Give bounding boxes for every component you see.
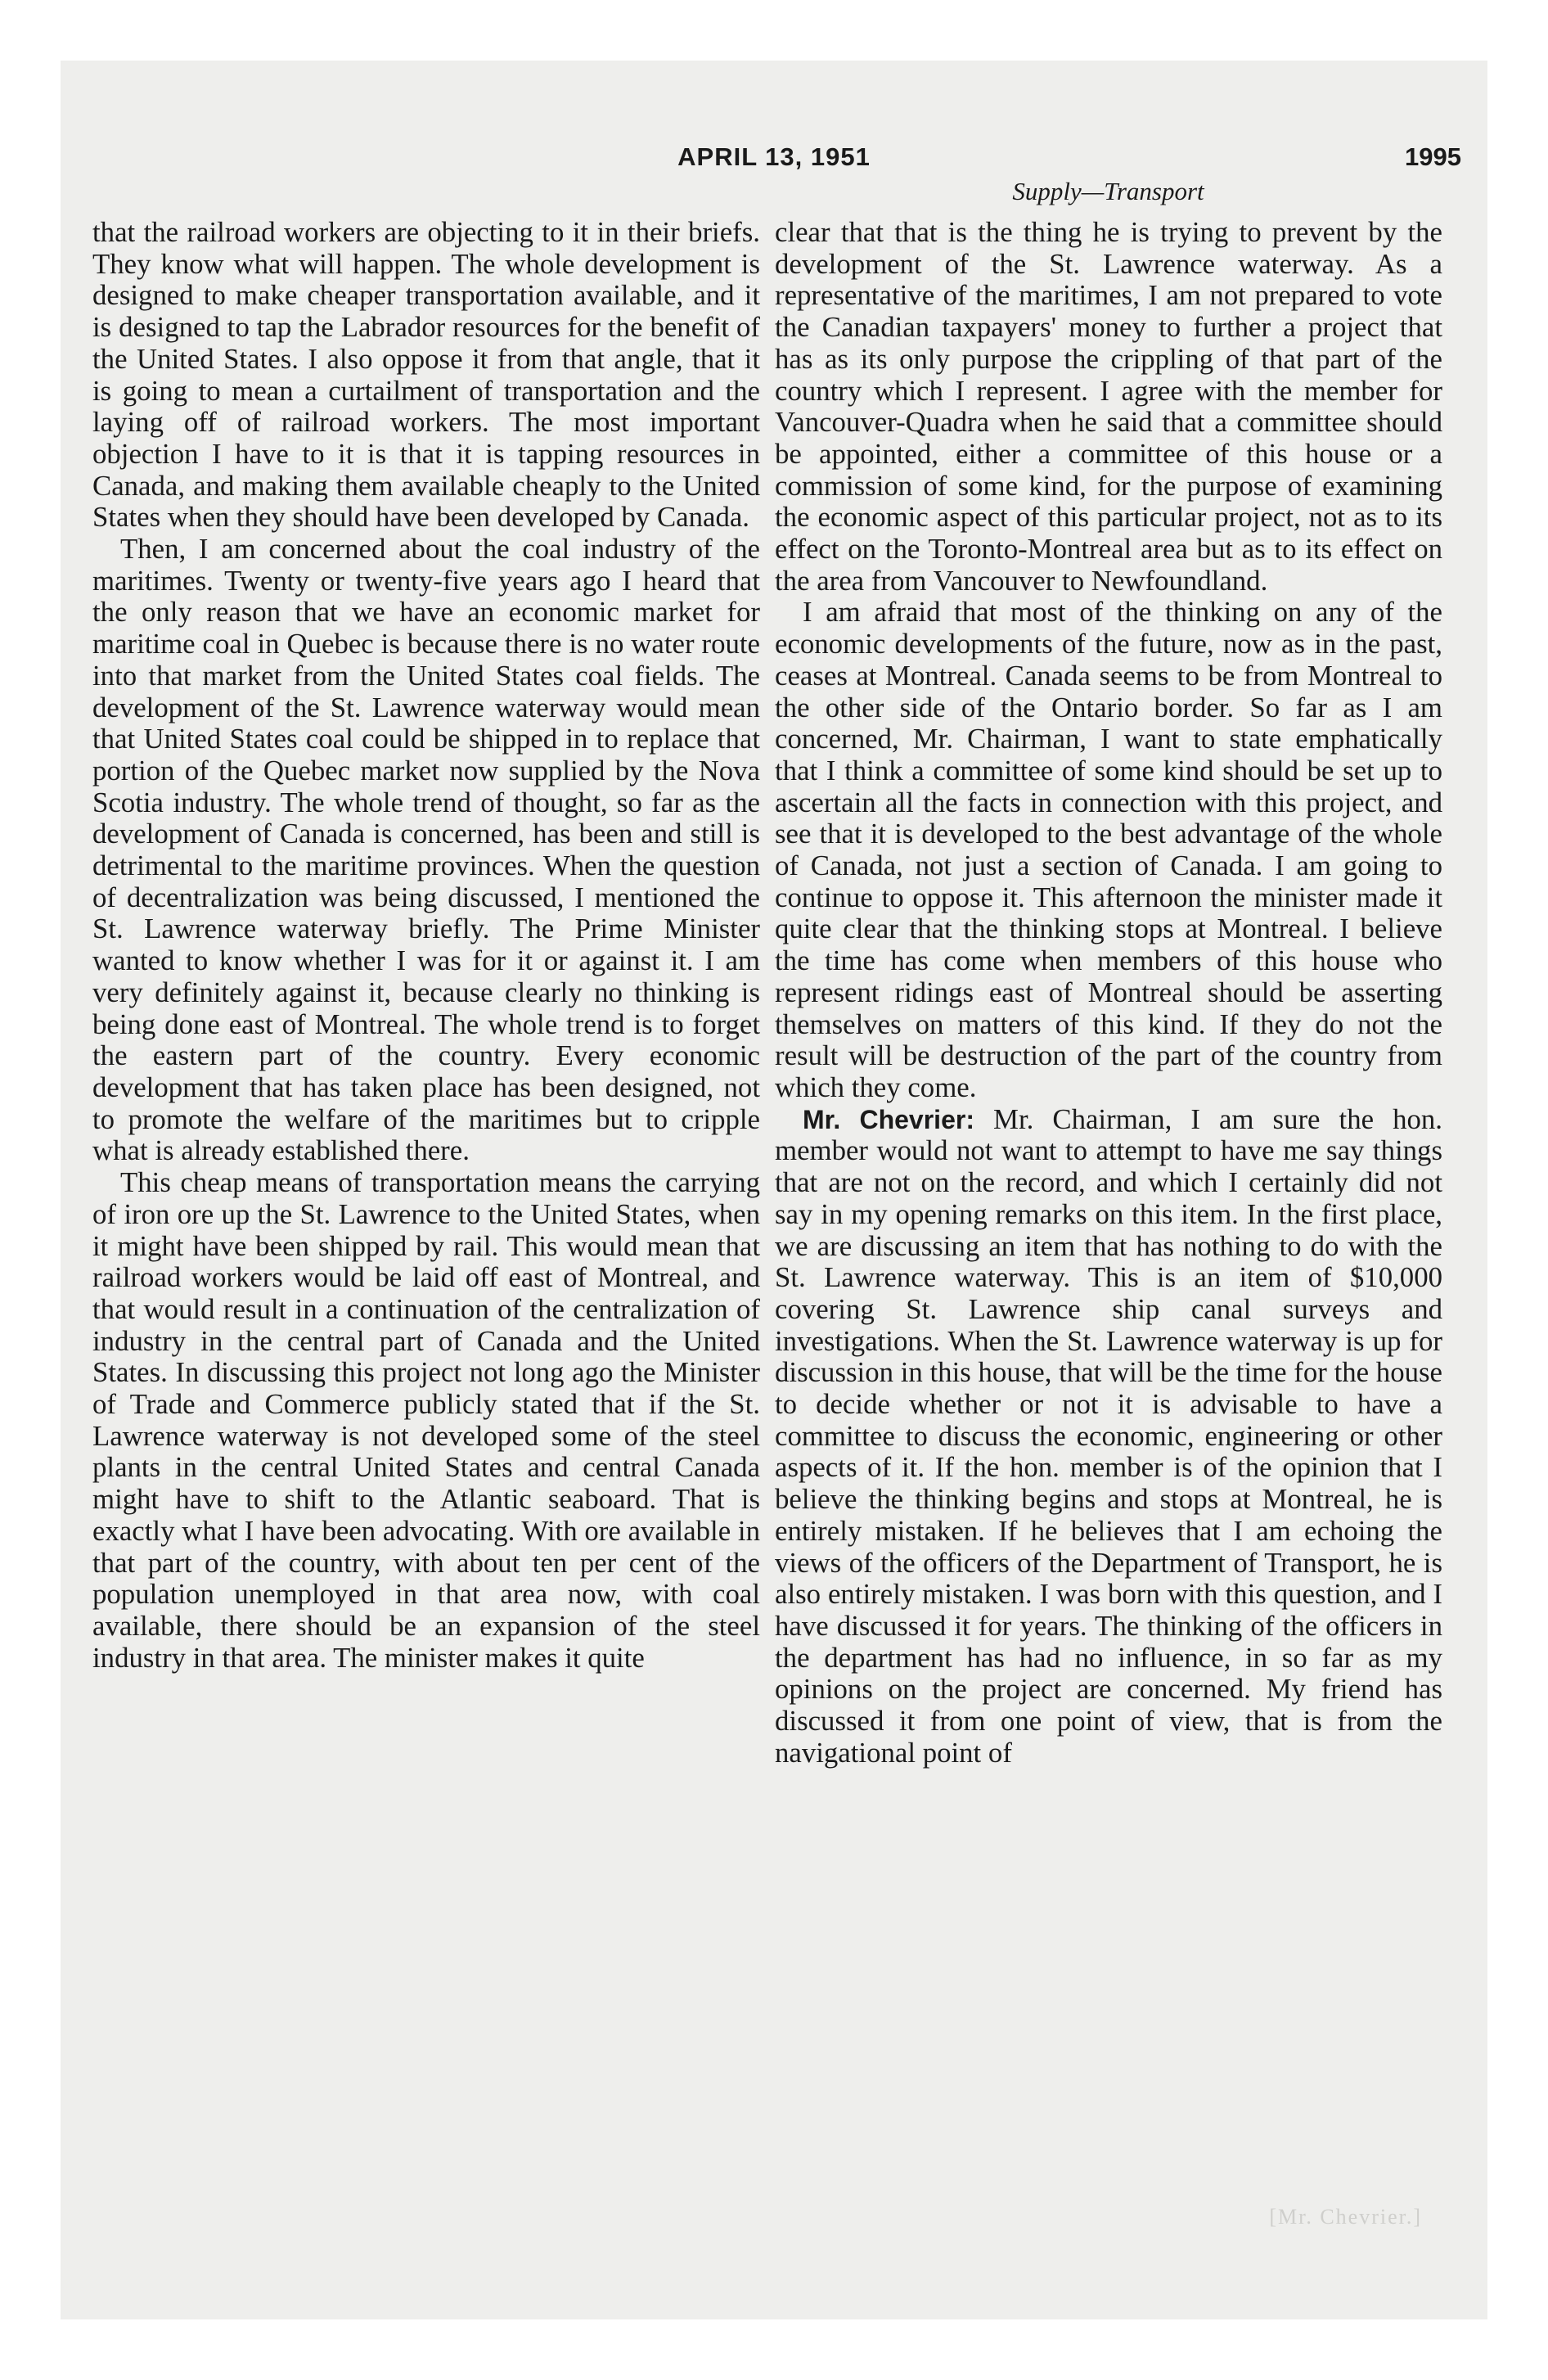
left-paragraph-3: This cheap means of transportation means the carrying of iron ore up the St. Lawrence to the United States, when it might have been shipped by rail. This would mean that railroad workers would be laid off east of Montreal, and that would result in a continuation of the centralization of industry in the central part of Canada and the United States. In discussing this project not long ago the Minister of Trade and Commerce publicly stated that if the St. Lawrence waterway is not developed some of the steel plants in the central United States and central Canada might have to shift to the Atlantic seaboard. That is exactly what I have been advocating. With ore available in that part of the country, with about ten per cent of the population unemployed in that area now, with coal available, there should be an expansion of the steel industry in that area. The minister makes it quite [92,1166,760,1674]
right-paragraph-2: I am afraid that most of the thinking on any of the economic developments of the future, now as in the past, ceases at Montreal. Canada seems to be from Montreal to the other side of the Ontario border. So far as I am concerned, Mr. Chairman, I want to state emphatically that I think a committee of some kind should be set up to ascertain all the facts in connection with this project, and see that it is developed to the best advantage of the whole of Canada, not just a section of Canada. I am going to continue to oppose it. This afternoon the minister made it quite clear that the thinking stops at Montreal. I believe the time has come when members of this house who represent ridings east of Montreal should be asserting themselves on matters of this kind. If they do not the result will be destruction of the part of the country from which they come. [775,596,1442,1103]
right-paragraph-3 [775,1104,1442,1769]
right-column [775,217,1442,1769]
footer-ghost-text: [Mr. Chevrier.] [1269,2205,1422,2229]
header-date: APRIL 13, 1951 [677,142,871,171]
left-paragraph-2: Then, I am concerned about the coal industry of the maritimes. Twenty or twenty-five years ago I heard that the only reason that we have an economic market for maritime coal in Quebec is because there is no water route into that market from the United States coal fields. The development of the St. Lawrence waterway would mean that United States coal could be shipped in to replace that portion of the Quebec market now supplied by the Nova Scotia industry. The whole trend of thought, so far as the development of Canada is concerned, has been and still is detrimental to the maritime provinces. When the question of decentralization was being discussed, I mentioned the St. Lawrence waterway briefly. The Prime Minister wanted to know whether I was for it or against it. I am very definitely against it, because clearly no thinking is being done east of Montreal. The whole trend is to forget the eastern part of the country. Every economic development that has taken place has been designed, not to promote the welfare of the maritimes but to cripple what is already established there. [92,533,760,1167]
page-number: 1995 [1405,142,1461,171]
left-column [92,217,760,1674]
speech-text: Mr. Chairman, I am sure the hon. member would not want to attempt to have me say things that are not on the record, and which I certainly did not say in my opening remarks on this item. In the first place, we are discussing an item that has nothing to do with the St. Lawrence waterway. This is an item of $10,000 covering St. Lawrence ship canal surveys and investigations. When the St. Lawrence waterway is up for discussion in this house, that will be the time for the house to decide whether or not it is advisable to have a committee to discuss the economic, engineering or other aspects of it. If the hon. member is of the opinion that I believe the thinking begins and stops at Montreal, he is entirely mistaken. If he believes that I am echoing the views of the officers of the Department of Transport, he is also entirely mistaken. I was born with this question, and I have discussed it for years. The thinking of the officers in the department has had no influence, in so far as my opinions on the project are concerned. My friend has discussed it from one point of view, that is from the navigational point of [775,1102,1442,1769]
document-page [61,61,1487,2319]
speaker-name: Mr. Chevrier: [803,1104,974,1134]
running-head: Supply—Transport [1012,177,1204,205]
left-paragraph-1: that the railroad workers are objecting to it in their briefs. They know what will happen. The whole development is designed to make cheaper transportation available, and it is designed to tap the Labrador resources for the benefit of the United States. I also oppose it from that angle, that it is going to mean a curtailment of transportation and the laying off of railroad workers. The most important objection I have to it is that it is tapping resources in Canada, and making them available cheaply to the United States when they should have been developed by Canada. [92,216,760,534]
right-paragraph-1: clear that that is the thing he is trying to prevent by the development of the St. Lawrence waterway. As a representative of the maritimes, I am not prepared to vote the Canadian taxpayers' money to further a project that has as its only purpose the crippling of that part of the country which I represent. I agree with the member for Vancouver-Quadra when he said that a committee should be appointed, either a committee of this house or a commission of some kind, for the purpose of examining the economic aspect of this particular project, not as to its effect on the Toronto-Montreal area but as to its effect on the area from Vancouver to Newfoundland. [775,216,1442,597]
